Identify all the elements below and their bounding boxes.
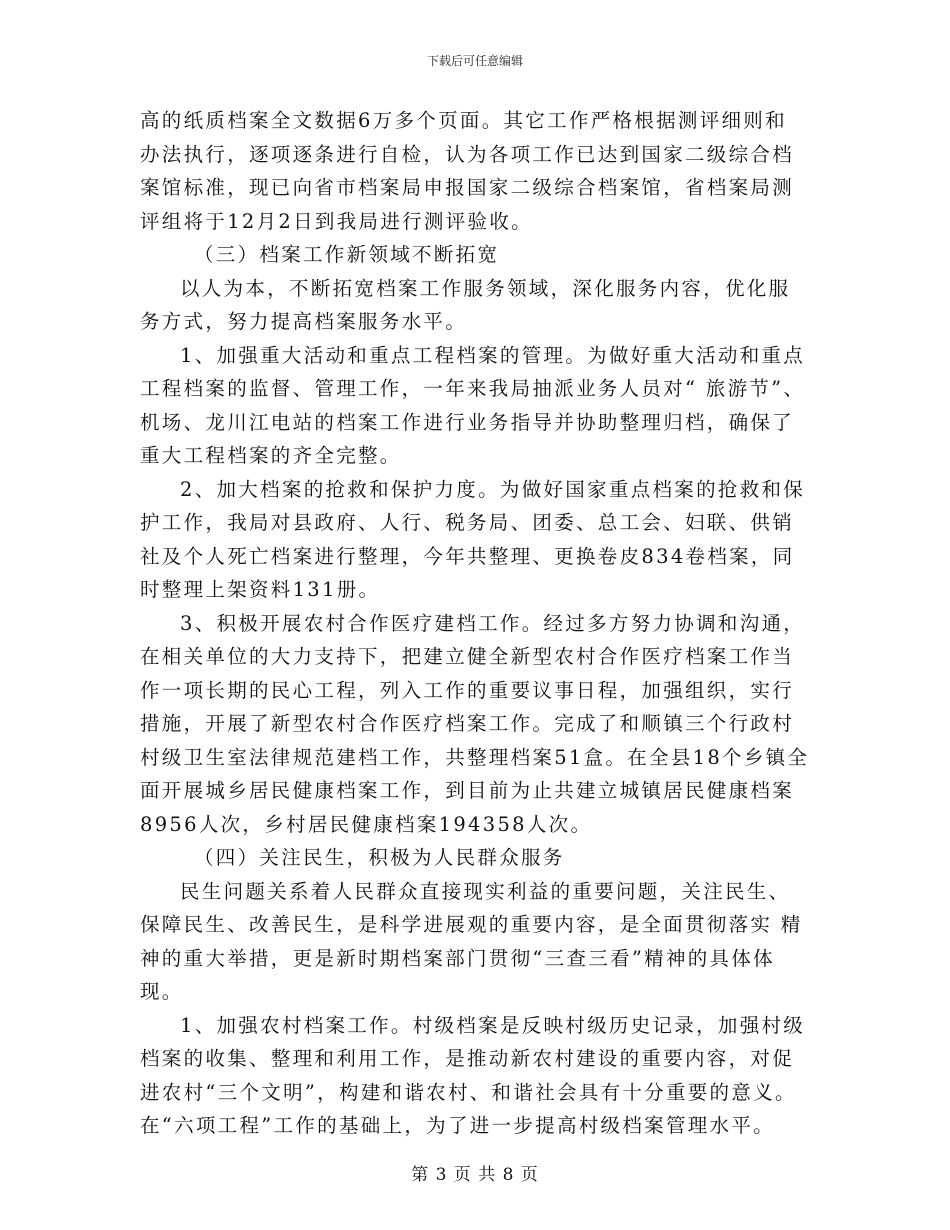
paragraph-line: 村级卫生室法律规范建档工作，共整理档案51盒。在全县18个乡镇全	[140, 745, 810, 769]
paragraph-line: 保障民生、改善民生，是科学进展观的重要内容，是全面贯彻落实 精	[140, 913, 803, 936]
paragraph-line: 档案的收集、整理和利用工作，是推动新农村建设的重要内容，对促	[140, 1047, 795, 1070]
document-body	[140, 104, 816, 1143]
paragraph-line: 务方式，努力提高档案服务水平。	[140, 310, 468, 333]
paragraph-line: 时整理上架资料131册。	[140, 578, 381, 601]
paragraph-line: 现。	[140, 980, 184, 1003]
paragraph-line: 进农村“三个文明”，构建和谐农村、和谐社会具有十分重要的意义。	[140, 1080, 797, 1104]
paragraph-line: 机场、龙川江电站的档案工作进行业务指导并协助整理归档，确保了	[140, 410, 795, 434]
paragraph-line: 高的纸质档案全文数据6万多个页面。其它工作严格根据测评细则和	[140, 109, 787, 132]
paragraph-line: 民生问题关系着人民群众直接现实利益的重要问题，关注民生、	[180, 879, 791, 903]
paragraph-line: 重大工程档案的齐全完整。	[140, 444, 402, 467]
section-heading: （四）关注民生，积极为人民群众服务	[194, 846, 565, 869]
page-header: 下载后可任意编辑	[426, 54, 523, 68]
paragraph-line: 1、加强农村档案工作。村级档案是反映村级历史记录，加强村级	[180, 1013, 806, 1037]
paragraph-line: 社及个人死亡档案进行整理，今年共整理、更换卷皮834卷档案，同	[140, 544, 795, 568]
paragraph-line: 在相关单位的大力支持下，把建立健全新型农村合作医疗档案工作当	[140, 645, 795, 668]
paragraph-line: 2、加大档案的抢救和保护力度。为做好国家重点档案的抢救和保	[180, 477, 806, 501]
paragraph-line: 办法执行，逐项逐条进行自检，认为各项工作已达到国家二级综合档	[140, 142, 795, 166]
paragraph-line: 作一项长期的民心工程，列入工作的重要议事日程，加强组织，实行	[140, 678, 795, 702]
paragraph-line: 神的重大举措，更是新时期档案部门贯彻“三查三看”精神的具体体	[140, 946, 775, 970]
paragraph-line: 3、积极开展农村合作医疗建档工作。经过多方努力协调和沟通，	[180, 611, 806, 635]
paragraph-line: 1、加强重大活动和重点工程档案的管理。为做好重大活动和重点	[180, 343, 806, 367]
page-number-footer: 第 3 页 共 8 页	[411, 1165, 539, 1185]
section-heading: （三）档案工作新领域不断拓宽	[194, 243, 500, 266]
paragraph-line: 工程档案的监督、管理工作，一年来我局抽派业务人员对“ 旅游节”、	[140, 377, 806, 400]
paragraph-line: 评组将于12月2日到我局进行测评验收。	[140, 209, 533, 233]
paragraph-line: 8956人次，乡村居民健康档案194358人次。	[140, 812, 593, 836]
paragraph-line: 以人为本，不断拓宽档案工作服务领域，深化服务内容，优化服	[180, 276, 791, 300]
paragraph-line: 面开展城乡居民健康档案工作，到目前为止共建立城镇居民健康档案	[140, 779, 795, 802]
paragraph-line: 护工作，我局对县政府、人行、税务局、团委、总工会、妇联、供销	[140, 511, 795, 534]
paragraph-line: 案馆标准，现已向省市档案局申报国家二级综合档案馆，省档案局测	[140, 176, 795, 199]
paragraph-line: 措施，开展了新型农村合作医疗档案工作。完成了和顺镇三个行政村	[140, 712, 795, 735]
paragraph-line: 在“六项工程”工作的基础上，为了进一步提高村级档案管理水平。	[140, 1114, 775, 1137]
